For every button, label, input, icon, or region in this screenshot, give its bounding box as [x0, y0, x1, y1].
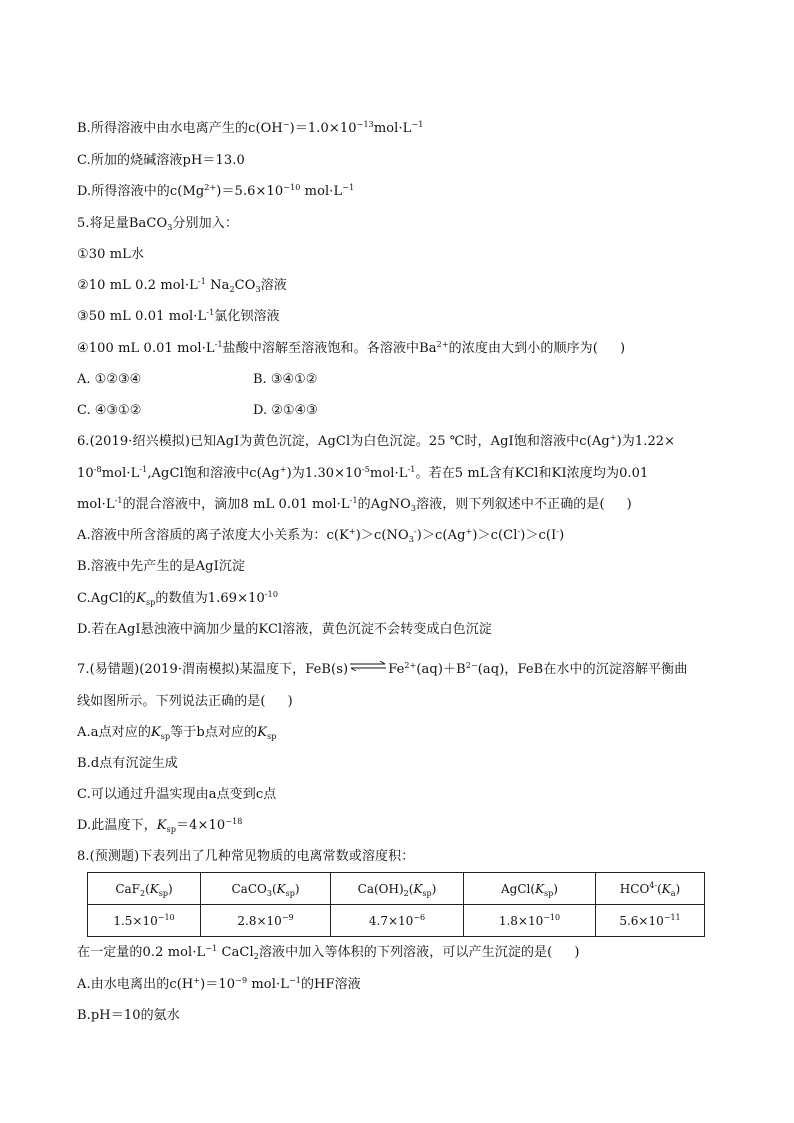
superscript: −1 — [288, 976, 301, 985]
option-d-q7 — [77, 817, 242, 835]
text: )为1.22× — [616, 434, 676, 449]
option-b-q7 — [77, 755, 178, 773]
superscript: 2+ — [436, 340, 449, 349]
table-header-row — [88, 873, 705, 905]
text: ) — [287, 694, 293, 709]
text: ) — [626, 497, 632, 512]
k-symbol: K — [257, 725, 268, 740]
text: (aq)＋B — [416, 662, 466, 677]
text: 溶液中加入等体积的下列溶液，可以产生沉淀的是( — [258, 945, 553, 960]
table-cell: $1.8\times 10^{-10}$ — [464, 905, 596, 937]
table-cell: $1.5\times 10^{-10}$ — [88, 905, 201, 937]
table-cell: $2.8\times 10^{-9}$ — [201, 905, 331, 937]
option-a-q7 — [77, 724, 277, 742]
text: D.若在AgI悬浊液中滴加少量的KCl溶液，黄色沉淀不会转变成白色沉淀 — [77, 622, 492, 637]
subscript: 3 — [255, 285, 261, 294]
superscript: -1 — [197, 277, 206, 286]
table-header-cell: $HCO^{4-}(K_a)$ — [596, 873, 705, 905]
superscript: - — [517, 527, 521, 536]
q5-options-cd — [77, 402, 429, 420]
subscript: 3 — [410, 504, 417, 513]
superscript: 2+ — [404, 661, 417, 670]
superscript: + — [193, 976, 201, 985]
subscript: 2 — [229, 285, 235, 294]
option-b-q6 — [77, 558, 245, 576]
text: B.pH＝10的氨水 — [77, 1008, 180, 1023]
question-7-stem-2 — [77, 693, 293, 711]
k-symbol: K — [156, 818, 167, 833]
text: mol·L — [101, 466, 140, 481]
subscript: 3 — [167, 223, 173, 232]
q5-item-4 — [77, 340, 625, 358]
option-b-q4 — [77, 120, 423, 138]
superscript: + — [609, 433, 617, 442]
superscript: - — [413, 527, 417, 536]
superscript: −9 — [235, 976, 248, 985]
question-8-stem — [77, 848, 414, 866]
text: mol·L — [369, 466, 408, 481]
text: 分别加入： — [172, 216, 238, 231]
text: mol·L — [247, 977, 289, 992]
text: )＝5.6×10 — [216, 184, 284, 199]
option-c-q7 — [77, 786, 276, 804]
text: 在一定量的0.2 mol·L — [77, 945, 206, 960]
constants-table — [87, 872, 705, 937]
text: 的数值为1.69×10 — [155, 591, 265, 606]
text: 的HF溶液 — [300, 977, 361, 992]
text: ) — [619, 341, 626, 356]
question-6-stem-3 — [77, 496, 632, 514]
text: 7.(易错题)(2019·渭南模拟)某温度下，FeB(s) — [77, 662, 349, 677]
text: ) — [574, 945, 580, 960]
option-c-q6 — [77, 590, 278, 608]
question-6-stem-1 — [77, 433, 675, 451]
text: ②10 mL 0.2 mol·L — [77, 278, 198, 293]
table-row — [88, 905, 705, 937]
subscript: 3 — [408, 535, 414, 544]
subscript: sp — [166, 825, 177, 834]
text: 6.(2019·绍兴模拟)已知AgI为黄色沉淀，AgCl为白色沉淀。25 ℃时，AgI饱和溶液中c(Ag — [77, 434, 610, 449]
text: CO — [234, 278, 256, 293]
text: ④100 mL 0.01 mol·L — [77, 341, 215, 356]
table-header-cell: $Ca(OH)_2(K_{sp})$ — [331, 873, 464, 905]
superscript: -10 — [264, 590, 279, 599]
text: ③50 mL 0.01 mol·L — [77, 309, 207, 324]
text: C.AgCl的 — [77, 591, 137, 606]
superscript: -1 — [349, 496, 358, 505]
text: ①30 mL水 — [77, 247, 144, 262]
text: 溶液，则下列叙述中不正确的是( — [416, 497, 605, 512]
question-7-stem-1 — [77, 661, 687, 679]
superscript: −1 — [411, 120, 424, 129]
superscript: -1 — [206, 308, 215, 317]
text: 5.将足量BaCO — [77, 216, 168, 231]
option-d-q6 — [77, 621, 492, 639]
text: D.此温度下， — [77, 818, 157, 833]
q5-item-3 — [77, 308, 280, 326]
text: B.d点有沉淀生成 — [77, 756, 178, 771]
superscript: −1 — [205, 944, 218, 953]
option-c-q4 — [77, 152, 245, 170]
text: A.由水电离出的c(H — [77, 977, 194, 992]
subscript: 2 — [253, 952, 259, 961]
text: 10 — [77, 466, 94, 481]
text: ,AgCl饱和溶液中c(Ag — [147, 466, 280, 481]
superscript: 2− — [465, 661, 478, 670]
text: 的混合溶液中，滴加8 mL 0.01 mol·L — [122, 497, 350, 512]
text: Fe — [388, 662, 405, 677]
option-a-q8 — [77, 976, 361, 994]
text: 8.(预测题)下表列出了几种常见物质的电离常数或溶度积： — [77, 849, 415, 864]
text: )＞c(NO — [355, 528, 409, 543]
text: mol·L — [373, 121, 412, 136]
superscript: -8 — [93, 465, 102, 474]
table-cell: $5.6\times 10^{-11}$ — [596, 905, 705, 937]
text: B.溶液中先产生的是AgI沉淀 — [77, 559, 246, 574]
text: )＞c(Cl — [472, 528, 518, 543]
superscript: + — [465, 527, 473, 536]
question-5-stem — [77, 215, 238, 233]
superscript: -5 — [361, 465, 370, 474]
text: C.可以通过升温实现由a点变到c点 — [77, 787, 277, 802]
superscript: -1 — [214, 340, 223, 349]
k-symbol: K — [136, 591, 146, 606]
q5-options-ab — [77, 371, 429, 389]
text: (aq)，FeB在水中的沉淀溶解平衡曲 — [477, 662, 688, 677]
text: C.所加的烧碱溶液pH＝13.0 — [77, 153, 245, 168]
option-b[interactable]: B. ③④①② — [253, 372, 318, 387]
text: CaCl — [217, 945, 254, 960]
text: )＝1.0×10 — [289, 121, 357, 136]
k-symbol: K — [150, 725, 161, 740]
superscript: -1 — [139, 465, 148, 474]
superscript: −13 — [356, 120, 374, 129]
table-cell: $4.7\times 10^{-6}$ — [331, 905, 464, 937]
equilibrium-arrow-icon — [348, 661, 388, 671]
question-6-stem-2 — [77, 465, 648, 483]
table-header-cell: $CaF_2(K_{sp})$ — [88, 873, 201, 905]
superscript: - — [556, 527, 560, 536]
option-a[interactable]: A. ①②③④ — [77, 372, 142, 387]
superscript: − — [282, 120, 290, 129]
text: 氯化钡溶液 — [214, 309, 280, 324]
text: ＝4×10 — [176, 818, 226, 833]
text: )＞c(Ag — [416, 528, 466, 543]
question-8-prompt — [77, 944, 579, 962]
text: A.溶液中所含溶质的离子浓度大小关系为：c(K — [77, 528, 349, 543]
superscript: −1 — [342, 183, 355, 192]
text: mol·L — [77, 497, 115, 512]
text: )为1.30×10 — [286, 466, 362, 481]
table-header-cell: $AgCl(K_{sp})$ — [464, 873, 596, 905]
text: Na — [205, 278, 230, 293]
text: 线如图所示。下列说法正确的是( — [77, 694, 266, 709]
option-a-q6 — [77, 527, 564, 545]
superscript: −18 — [225, 817, 243, 826]
text: A.a点对应的 — [77, 725, 151, 740]
table-header-cell: $CaCO_3(K_{sp})$ — [201, 873, 331, 905]
option-d-q4 — [77, 183, 354, 201]
q5-item-2 — [77, 277, 287, 295]
superscript: -1 — [114, 496, 123, 505]
text: mol·L — [300, 184, 343, 199]
superscript: + — [279, 465, 287, 474]
option-d[interactable]: D. ②①④③ — [253, 403, 318, 418]
text: 的AgNO — [357, 497, 411, 512]
superscript: −10 — [283, 183, 301, 192]
text: 的浓度由大到小的顺序为( — [448, 341, 598, 356]
option-c[interactable]: C. ④③①② — [77, 403, 142, 418]
superscript: + — [348, 527, 356, 536]
text: D.所得溶液中的c(Mg — [77, 184, 205, 199]
text: 。若在5 mL含有KCl和KI浓度均为0.01 — [415, 466, 649, 481]
subscript: sp — [160, 732, 171, 741]
text: ) — [559, 528, 565, 543]
q5-item-1 — [77, 246, 144, 264]
option-b-q8 — [77, 1007, 180, 1025]
superscript: -1 — [407, 465, 416, 474]
text: )＞c(I — [520, 528, 557, 543]
text: )＝10 — [200, 977, 236, 992]
subscript: sp — [267, 732, 277, 741]
text: 盐酸中溶解至溶液饱和。各溶液中Ba — [222, 341, 437, 356]
superscript: 2+ — [204, 183, 217, 192]
text: 等于b点对应的 — [170, 725, 258, 740]
text: B.所得溶液中由水电离产生的c(OH — [77, 121, 283, 136]
subscript: sp — [145, 598, 156, 607]
text: 溶液 — [260, 278, 287, 293]
